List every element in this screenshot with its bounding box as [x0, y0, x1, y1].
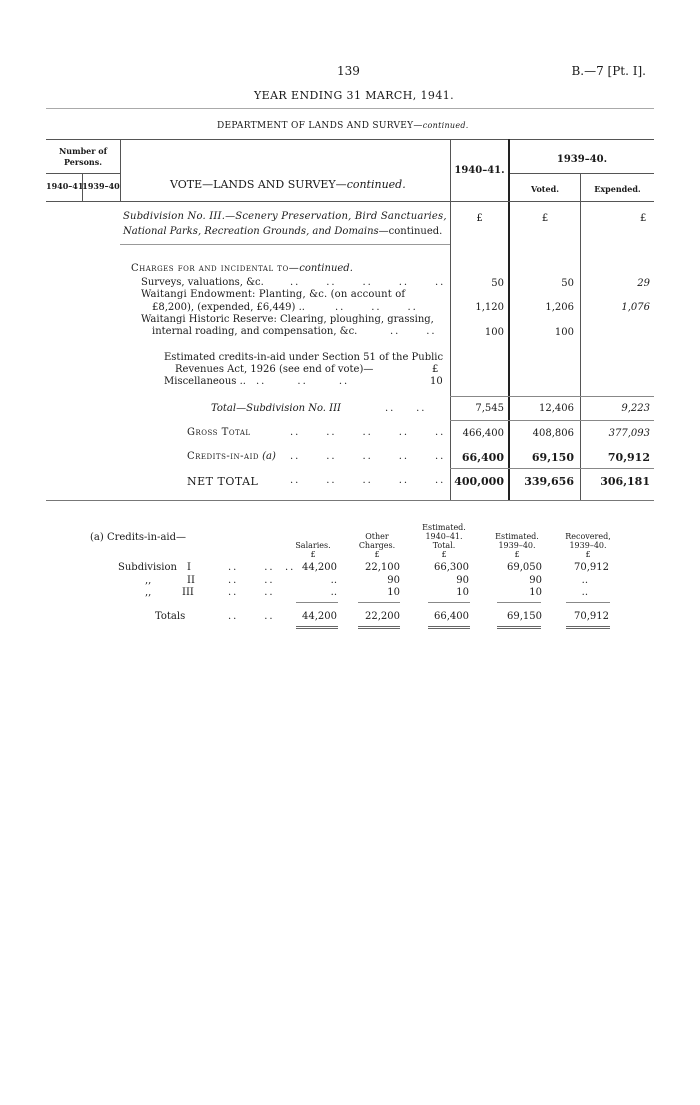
fn-header-est-pound: £: [441, 550, 447, 559]
currency-current: £: [476, 213, 483, 224]
vote-title-text: VOTE—LANDS AND SURVEY—: [170, 178, 347, 191]
fn-row-rec: 70,912: [574, 562, 609, 573]
fn-header-recovered: [553, 532, 623, 559]
fn-rule: [497, 602, 541, 603]
item-surveys-expended: 29: [637, 278, 650, 289]
fn-row-rec: ..: [581, 587, 588, 598]
department-cont: continued.: [422, 121, 469, 130]
leader-dots: .. .. ..: [228, 562, 296, 573]
fn-double-rule: [428, 626, 470, 629]
fn-row-label: ,,: [145, 575, 152, 586]
fn-row-est: 10: [529, 587, 542, 598]
year-current-header: 1940–41.: [454, 165, 505, 176]
leader-dots: .. .. .. .. ..: [290, 451, 446, 462]
fn-header-rec-2: 1939–40.: [569, 541, 607, 550]
credits-in-aid-text: Credits-in-aid: [187, 451, 259, 462]
leader-dots: .. ..: [385, 403, 427, 414]
fn-row-rec: ..: [581, 575, 588, 586]
gross-total-current: 466,400: [462, 428, 504, 439]
fn-row-num: II: [187, 575, 195, 586]
credits-in-aid-voted: 69,150: [531, 451, 574, 464]
credits-in-aid-ref: (a): [262, 451, 276, 462]
fn-header-other-pound: £: [374, 550, 380, 559]
misc-value: 10: [430, 376, 443, 387]
fn-row-other: 22,100: [365, 562, 400, 573]
fn-row-num: I: [187, 562, 191, 573]
item-endowment-label-2: £8,200), (expended, £6,449) ..: [152, 302, 305, 313]
leader-dots: .. .. ..: [256, 376, 350, 387]
vote-title-cont: continued.: [346, 178, 406, 191]
fn-row-total: 10: [456, 587, 469, 598]
persons-col-1940: 1940–41: [46, 181, 84, 191]
item-surveys-label: Surveys, valuations, &c.: [141, 277, 264, 288]
fn-row-est: 69,050: [507, 562, 542, 573]
item-reserve-label-1: Waitangi Historic Reserve: Clearing, ploughing, grassing,: [141, 314, 434, 325]
fn-rule: [566, 602, 610, 603]
leader-dots: .. ..: [390, 326, 437, 337]
credits-note-pound: £: [432, 364, 439, 375]
table-bottom-rule: [46, 500, 654, 501]
item-surveys-current: 50: [491, 278, 504, 289]
table-top-rule: [46, 139, 654, 140]
department-name: DEPARTMENT OF LANDS AND SURVEY—: [217, 121, 423, 131]
credits-in-aid-label: [187, 451, 276, 462]
item-reserve-voted: 100: [554, 327, 574, 338]
fn-totals-salaries: 44,200: [302, 611, 337, 622]
fn-header-est39: [487, 532, 547, 559]
item-surveys-voted: 50: [561, 278, 574, 289]
persons-divider: [82, 173, 83, 201]
fn-row-label: ,,: [145, 587, 152, 598]
fn-totals-total: 66,400: [434, 611, 469, 622]
total-subdivision-expended: 9,223: [621, 403, 650, 414]
fn-rule: [428, 602, 470, 603]
fn-header-est-total: [415, 523, 473, 559]
leader-dots: .. .. .. .. ..: [290, 427, 446, 438]
fn-header-salaries: [285, 541, 341, 559]
subdivision-heading-2-text: National Parks, Recreation Grounds, and Domains: [123, 226, 379, 237]
credits-in-aid-current: 66,400: [461, 451, 504, 464]
net-rule: [450, 468, 654, 469]
fn-header-est-2: 1940–41.: [425, 532, 463, 541]
subdivision-rule: [120, 244, 450, 245]
fn-row-other: 90: [387, 575, 400, 586]
header-rule: [46, 108, 654, 109]
fn-header-rec-1: Recovered,: [565, 532, 611, 541]
fn-totals-est: 69,150: [507, 611, 542, 622]
charges-heading-cont: continued.: [299, 263, 353, 274]
persons-col-1939: 1939–40: [82, 181, 120, 191]
fn-rule: [296, 602, 338, 603]
persons-header-rule: [46, 173, 120, 174]
col-divider-1: [450, 139, 451, 500]
fn-totals-rec: 70,912: [574, 611, 609, 622]
item-endowment-label-1: Waitangi Endowment: Planting, &c. (on account of: [141, 289, 406, 300]
net-total-label: NET TOTAL: [187, 475, 259, 488]
fn-double-rule: [358, 626, 400, 629]
net-total-current: 400,000: [454, 475, 504, 488]
fn-header-salaries-text: Salaries.: [295, 541, 331, 550]
fn-row-num: III: [182, 587, 194, 598]
persons-right-border: [120, 139, 121, 201]
leader-dots: .. ..: [228, 587, 275, 598]
item-endowment-expended: 1,076: [621, 302, 650, 313]
fn-double-rule: [566, 626, 610, 629]
total-subdivision-label: Total—Subdivision No. III: [211, 403, 342, 414]
year-heading: YEAR ENDING 31 MARCH, 1941.: [254, 89, 455, 102]
fn-header-salaries-pound: £: [310, 550, 316, 559]
leader-dots: .. ..: [228, 575, 275, 586]
currency-expended: £: [640, 213, 647, 224]
fn-header-est-1: Estimated.: [422, 523, 466, 532]
fn-header-other-2: Charges.: [358, 541, 396, 550]
fn-header-est39-2: 1939–40.: [498, 541, 536, 550]
fn-header-rec-pound: £: [585, 550, 591, 559]
header-bottom-rule: [120, 201, 654, 202]
fn-header-other-1: Other: [365, 532, 389, 541]
voted-header: Voted.: [531, 184, 559, 194]
net-total-voted: 339,656: [524, 475, 574, 488]
total-subdivision-current: 7,545: [475, 403, 504, 414]
item-endowment-voted: 1,206: [545, 302, 574, 313]
subdivision-heading-1: Subdivision No. III.—Scenery Preservation, Bird Sanctuaries,: [123, 211, 447, 222]
year-previous-rule: [510, 173, 654, 174]
item-endowment-current: 1,120: [475, 302, 504, 313]
fn-row-total: 90: [456, 575, 469, 586]
item-reserve-label-2: internal roading, and compensation, &c.: [152, 326, 358, 337]
vote-title: [170, 178, 406, 191]
fn-rule: [358, 602, 400, 603]
fn-header-other: [350, 532, 404, 559]
misc-label: Miscellaneous ..: [164, 376, 246, 387]
fn-header-est39-1: Estimated.: [495, 532, 539, 541]
fn-row-total: 66,300: [434, 562, 469, 573]
persons-col-rule: [46, 201, 120, 202]
year-previous-header: 1939–40.: [556, 154, 608, 165]
gross-total-voted: 408,806: [532, 428, 574, 439]
gross-total-label: Gross Total: [187, 427, 251, 438]
fn-row-label: Subdivision: [118, 562, 177, 573]
subdivision-heading-2: [123, 226, 442, 237]
charges-heading-text: Charges for and incidental to—: [131, 263, 300, 274]
charges-heading: [131, 263, 353, 274]
total-rule: [450, 396, 654, 397]
fn-row-salaries: ..: [330, 575, 337, 586]
subdivision-heading-cont: —continued.: [378, 226, 443, 237]
expended-header: Expended.: [594, 184, 641, 194]
fn-row-est: 90: [529, 575, 542, 586]
fn-row-salaries: 44,200: [302, 562, 337, 573]
gross-total-expended: 377,093: [608, 428, 650, 439]
fn-row-salaries: ..: [330, 587, 337, 598]
net-total-expended: 306,181: [600, 475, 650, 488]
persons-header: Number of Persons.: [58, 146, 108, 167]
currency-voted: £: [541, 213, 549, 224]
fn-header-est-3: Total.: [432, 541, 456, 550]
footnote-title: (a) Credits-in-aid—: [90, 532, 187, 543]
fn-double-rule: [296, 626, 338, 629]
leader-dots: .. ..: [228, 611, 275, 622]
fn-header-est39-pound: £: [514, 550, 520, 559]
fn-row-other: 10: [387, 587, 400, 598]
leader-dots: .. .. ..: [335, 302, 418, 313]
fn-totals-other: 22,200: [365, 611, 400, 622]
fn-totals-label: Totals: [155, 611, 186, 622]
department-heading: [217, 121, 469, 131]
item-reserve-current: 100: [484, 327, 504, 338]
credits-in-aid-expended: 70,912: [607, 451, 650, 464]
leader-dots: .. .. .. .. ..: [290, 277, 446, 288]
gross-rule: [450, 420, 654, 421]
page-reference: B.—7 [Pt. I].: [571, 64, 646, 78]
leader-dots: .. .. .. .. ..: [290, 475, 446, 486]
fn-double-rule: [497, 626, 541, 629]
total-subdivision-voted: 12,406: [539, 403, 574, 414]
credits-note-2: Revenues Act, 1926 (see end of vote)—: [175, 364, 374, 375]
credits-note-1: Estimated credits-in-aid under Section 51 of the Public: [164, 352, 444, 363]
page-number: 139: [337, 64, 360, 78]
